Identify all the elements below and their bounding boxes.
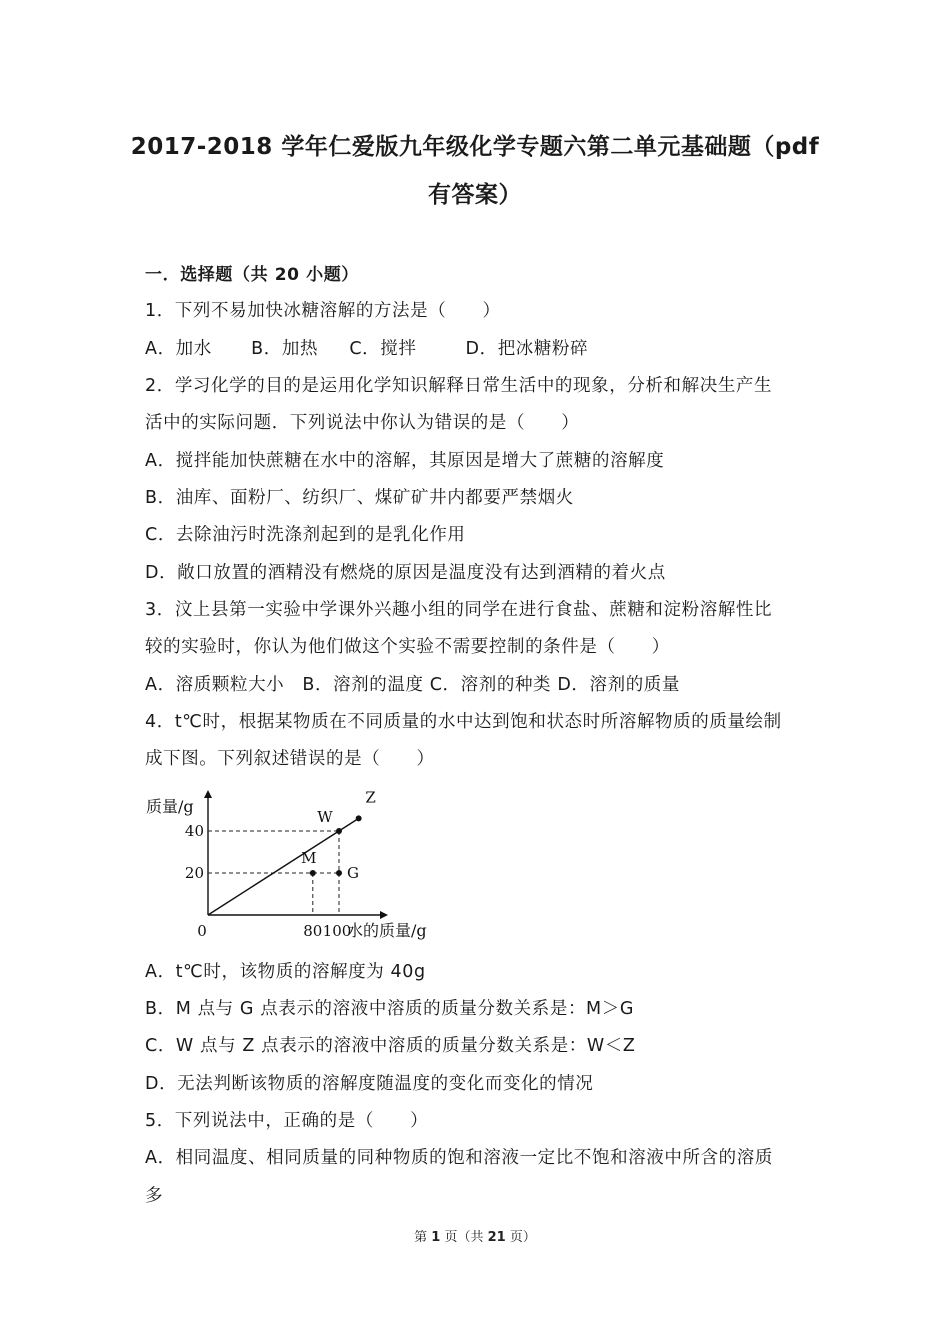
footer-suffix: 页） — [505, 1230, 536, 1245]
question-2-line-2: 活中的实际问题．下列说法中你认为错误的是（ ） — [145, 413, 580, 433]
footer-mid: 页（共 — [440, 1230, 488, 1245]
q4-option-a: A．t℃时，该物质的溶解度为 40g — [145, 962, 426, 982]
origin-label: 0 — [197, 922, 207, 940]
footer-page-total: 21 — [487, 1230, 506, 1245]
page-footer — [0, 1226, 950, 1245]
point-w — [336, 828, 342, 834]
section-heading: 一．选择题（共 20 小题） — [145, 265, 359, 285]
q2-option-b: B．油库、面粉厂、纺织厂、煤矿矿井内都要严禁烟火 — [145, 488, 574, 508]
question-2-line-1: 2．学习化学的目的是运用化学知识解释日常生活中的现象，分析和解决生产生 — [145, 376, 773, 396]
point-label-m: M — [301, 849, 317, 867]
question-4-line-1: 4．t℃时，根据某物质在不同质量的水中达到饱和状态时所溶解物质的质量绘制 — [145, 712, 782, 732]
y-axis-arrow — [204, 790, 212, 798]
question-1-options — [145, 335, 588, 360]
point-label-g: G — [347, 864, 359, 882]
q2-option-c: C．去除油污时洗涤剂起到的是乳化作用 — [145, 525, 466, 545]
y-tick-label-20: 20 — [184, 864, 204, 882]
q5-option-a-line-2: 多 — [145, 1186, 164, 1206]
x-tick-label-80: 80 — [303, 922, 323, 940]
question-3-line-2: 较的实验时，你认为他们做这个实验不需要控制的条件是（ ） — [145, 637, 670, 657]
footer-prefix: 第 — [414, 1230, 432, 1245]
point-label-w: W — [317, 808, 333, 826]
q1-option-d: D．把冰糖粉碎 — [465, 339, 589, 359]
q1-option-a: A．加水 — [145, 339, 212, 359]
q5-option-a-line-1: A．相同温度、相同质量的同种物质的饱和溶液一定比不饱和溶液中所含的溶质 — [145, 1148, 773, 1168]
point-label-z: Z — [365, 790, 376, 807]
point-z — [356, 815, 362, 821]
q1-option-b: B．加热 — [251, 339, 319, 359]
document-title-line-2: 有答案） — [428, 182, 522, 208]
question-5: 5．下列说法中，正确的是（ ） — [145, 1111, 429, 1131]
x-tick-label-100: 100 — [322, 922, 352, 940]
x-axis-arrow — [380, 911, 388, 919]
question-4-line-2: 成下图。下列叙述错误的是（ ） — [145, 749, 435, 769]
x-axis-label: 水的质量/g — [347, 921, 427, 940]
footer-page-number: 1 — [431, 1230, 441, 1245]
question-1: 1．下列不易加快冰糖溶解的方法是（ ） — [145, 301, 501, 321]
point-m — [310, 870, 316, 876]
q4-option-b: B．M 点与 G 点表示的溶液中溶质的质量分数关系是：M＞G — [145, 999, 635, 1019]
saturation-line — [208, 818, 359, 915]
point-g — [336, 870, 342, 876]
y-tick-label-40: 40 — [184, 822, 204, 840]
question-3-line-1: 3．汶上县第一实验中学课外兴趣小组的同学在进行食盐、蔗糖和淀粉溶解性比 — [145, 600, 773, 620]
y-axis-label: 质量/g — [146, 797, 194, 816]
document-title-line-1: 2017-2018 学年仁爱版九年级化学专题六第二单元基础题（pdf — [130, 134, 820, 160]
q4-option-c: C．W 点与 Z 点表示的溶液中溶质的质量分数关系是：W＜Z — [145, 1036, 636, 1056]
q4-option-d: D．无法判断该物质的溶解度随温度的变化而变化的情况 — [145, 1074, 594, 1094]
q3-options: A．溶质颗粒大小 B．溶剂的温度 C．溶剂的种类 D．溶剂的质量 — [145, 675, 680, 695]
solubility-chart — [140, 790, 450, 950]
q2-option-a: A．搅拌能加快蔗糖在水中的溶解，其原因是增大了蔗糖的溶解度 — [145, 451, 665, 471]
q1-option-c: C．搅拌 — [349, 339, 417, 359]
q2-option-d: D．敞口放置的酒精没有燃烧的原因是温度没有达到酒精的着火点 — [145, 563, 666, 583]
